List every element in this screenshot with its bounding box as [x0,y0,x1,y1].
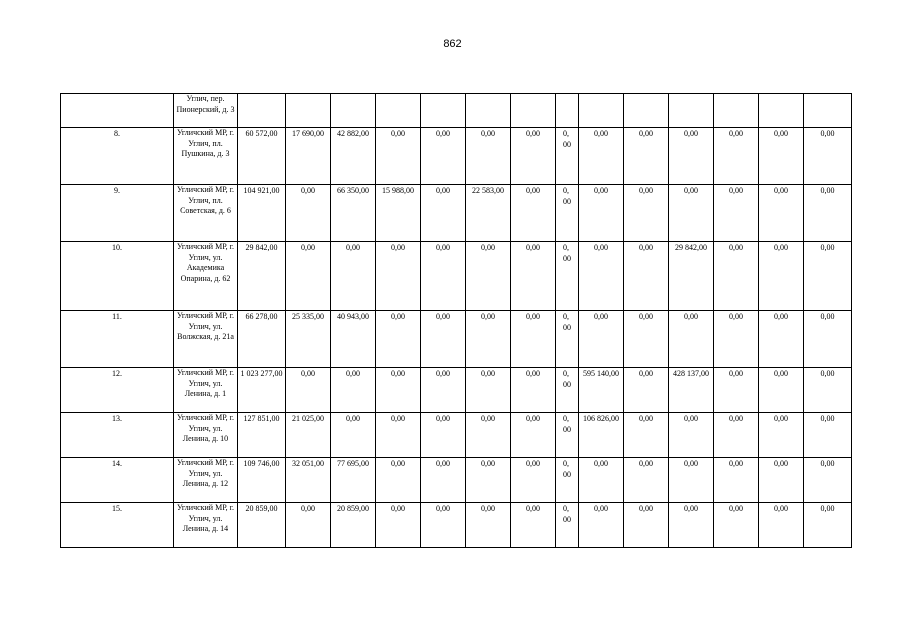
value-cell: 0,00 [579,458,624,503]
value-cell: 0,00 [759,311,804,368]
value-cell: 0,00 [286,242,331,311]
value-cell [331,94,376,128]
value-cell: 0,00 [511,185,556,242]
page-number: 862 [443,38,462,50]
value-cell [759,94,804,128]
value-cell: 66 278,00 [238,311,286,368]
value-cell: 428 137,00 [669,368,714,413]
value-cell: 0,00 [624,242,669,311]
value-cell [714,94,759,128]
value-cell: 77 695,00 [331,458,376,503]
value-cell: 0,00 [421,368,466,413]
value-cell: 0,00 [466,311,511,368]
value-cell: 0,00 [421,185,466,242]
row-number-cell: 11. [61,311,174,368]
value-cell: 0,00 [511,242,556,311]
table-row [61,242,852,311]
value-cell: 0,00 [331,242,376,311]
value-cell: 29 842,00 [669,242,714,311]
value-cell: 0,00 [466,128,511,185]
value-cell: 0,00 [376,128,421,185]
value-cell: 0,00 [669,185,714,242]
value-cell: 0,00 [421,311,466,368]
value-cell: 60 572,00 [238,128,286,185]
value-cell: 0,00 [714,413,759,458]
row-number-cell: 10. [61,242,174,311]
value-cell: 0,00 [759,242,804,311]
table-row [61,311,852,368]
row-number-cell: 14. [61,458,174,503]
value-cell [466,94,511,128]
value-cell: 0,00 [624,413,669,458]
value-cell [421,94,466,128]
value-cell: 21 025,00 [286,413,331,458]
value-cell: 0, 00 [556,413,579,458]
value-cell [286,94,331,128]
value-cell: 0,00 [376,413,421,458]
value-cell: 0,00 [376,503,421,548]
value-cell: 0,00 [466,413,511,458]
address-cell: Угличский МР, г. Углич, пл. Советская, д. 6 [174,185,238,242]
value-cell: 0,00 [804,311,852,368]
value-cell: 0,00 [376,368,421,413]
table-row [61,128,852,185]
value-cell: 0,00 [421,242,466,311]
value-cell: 0, 00 [556,458,579,503]
table-row [61,413,852,458]
value-cell: 0,00 [804,242,852,311]
value-cell [804,94,852,128]
value-cell: 0,00 [579,128,624,185]
value-cell: 0,00 [579,242,624,311]
value-cell: 0, 00 [556,368,579,413]
value-cell: 0,00 [624,128,669,185]
value-cell: 0,00 [714,458,759,503]
value-cell: 0,00 [511,311,556,368]
value-cell: 0,00 [286,185,331,242]
value-cell: 15 988,00 [376,185,421,242]
address-cell: Угличский МР, г. Углич, ул. Ленина, д. 1 [174,368,238,413]
value-cell: 66 350,00 [331,185,376,242]
value-cell [238,94,286,128]
value-cell: 0,00 [759,458,804,503]
value-cell: 0,00 [624,368,669,413]
value-cell: 0,00 [376,242,421,311]
value-cell: 0,00 [376,311,421,368]
value-cell: 0,00 [804,368,852,413]
value-cell [669,94,714,128]
value-cell: 0,00 [466,242,511,311]
value-cell [579,94,624,128]
value-cell: 0,00 [804,413,852,458]
value-cell: 0,00 [511,368,556,413]
value-cell: 0, 00 [556,128,579,185]
address-cell: Угличский МР, г. Углич, ул. Ленина, д. 14 [174,503,238,548]
address-cell: Угличский МР, г. Углич, ул. Ленина, д. 10 [174,413,238,458]
value-cell: 0,00 [624,458,669,503]
value-cell: 0,00 [714,185,759,242]
value-cell: 0,00 [714,128,759,185]
row-number-cell: 12. [61,368,174,413]
value-cell: 0,00 [421,503,466,548]
value-cell: 0,00 [669,503,714,548]
address-cell: Угличский МР, г. Углич, ул. Ленина, д. 12 [174,458,238,503]
value-cell: 595 140,00 [579,368,624,413]
value-cell: 0,00 [804,128,852,185]
value-cell: 0,00 [669,311,714,368]
value-cell: 0,00 [804,458,852,503]
value-cell: 0, 00 [556,311,579,368]
value-cell: 0,00 [331,413,376,458]
value-cell: 0,00 [804,503,852,548]
value-cell: 0,00 [714,242,759,311]
address-cell: Угличский МР, г. Углич, ул. Волжская, д. 21а [174,311,238,368]
value-cell: 29 842,00 [238,242,286,311]
value-cell: 0,00 [759,368,804,413]
address-cell: Угличский МР, г. Углич, ул. Академика Опарина, д. 62 [174,242,238,311]
value-cell: 0,00 [714,503,759,548]
value-cell: 0,00 [511,413,556,458]
value-cell [556,94,579,128]
value-cell: 0,00 [759,185,804,242]
value-cell: 0,00 [714,368,759,413]
table-row [61,503,852,548]
value-cell: 127 851,00 [238,413,286,458]
value-cell: 0,00 [759,503,804,548]
row-number-cell: 13. [61,413,174,458]
value-cell: 0,00 [579,311,624,368]
value-cell: 0,00 [511,503,556,548]
address-cell: Углич, пер. Пионерский, д. 3 [174,94,238,128]
value-cell: 20 859,00 [238,503,286,548]
value-cell: 106 826,00 [579,413,624,458]
value-cell: 109 746,00 [238,458,286,503]
data-table [60,93,852,548]
row-number-cell: 8. [61,128,174,185]
value-cell: 17 690,00 [286,128,331,185]
value-cell: 0,00 [579,503,624,548]
value-cell: 0,00 [624,311,669,368]
table-row [61,185,852,242]
value-cell: 0,00 [624,503,669,548]
row-number-cell: 15. [61,503,174,548]
value-cell: 0,00 [286,503,331,548]
row-number-cell: 9. [61,185,174,242]
value-cell: 25 335,00 [286,311,331,368]
value-cell: 0,00 [331,368,376,413]
value-cell: 0,00 [804,185,852,242]
value-cell: 0,00 [421,458,466,503]
table-row [61,94,852,128]
value-cell: 20 859,00 [331,503,376,548]
value-cell: 104 921,00 [238,185,286,242]
value-cell: 0,00 [669,413,714,458]
value-cell: 0,00 [286,368,331,413]
row-number-cell [61,94,174,128]
value-cell [376,94,421,128]
value-cell: 0,00 [759,128,804,185]
value-cell: 0,00 [421,128,466,185]
value-cell: 32 051,00 [286,458,331,503]
value-cell: 22 583,00 [466,185,511,242]
value-cell: 0,00 [466,458,511,503]
value-cell: 0, 00 [556,503,579,548]
value-cell: 0,00 [511,128,556,185]
value-cell: 0,00 [466,368,511,413]
value-cell: 0,00 [669,128,714,185]
value-cell: 0,00 [421,413,466,458]
value-cell: 42 882,00 [331,128,376,185]
value-cell: 0,00 [579,185,624,242]
value-cell [624,94,669,128]
value-cell: 1 023 277,00 [238,368,286,413]
value-cell: 40 943,00 [331,311,376,368]
value-cell: 0, 00 [556,242,579,311]
value-cell: 0,00 [714,311,759,368]
value-cell [511,94,556,128]
value-cell: 0,00 [511,458,556,503]
value-cell: 0,00 [376,458,421,503]
value-cell: 0,00 [669,458,714,503]
address-cell: Угличский МР, г. Углич, пл. Пушкина, д. 3 [174,128,238,185]
value-cell: 0, 00 [556,185,579,242]
value-cell: 0,00 [466,503,511,548]
table-row [61,458,852,503]
value-cell: 0,00 [624,185,669,242]
table-row [61,368,852,413]
value-cell: 0,00 [759,413,804,458]
